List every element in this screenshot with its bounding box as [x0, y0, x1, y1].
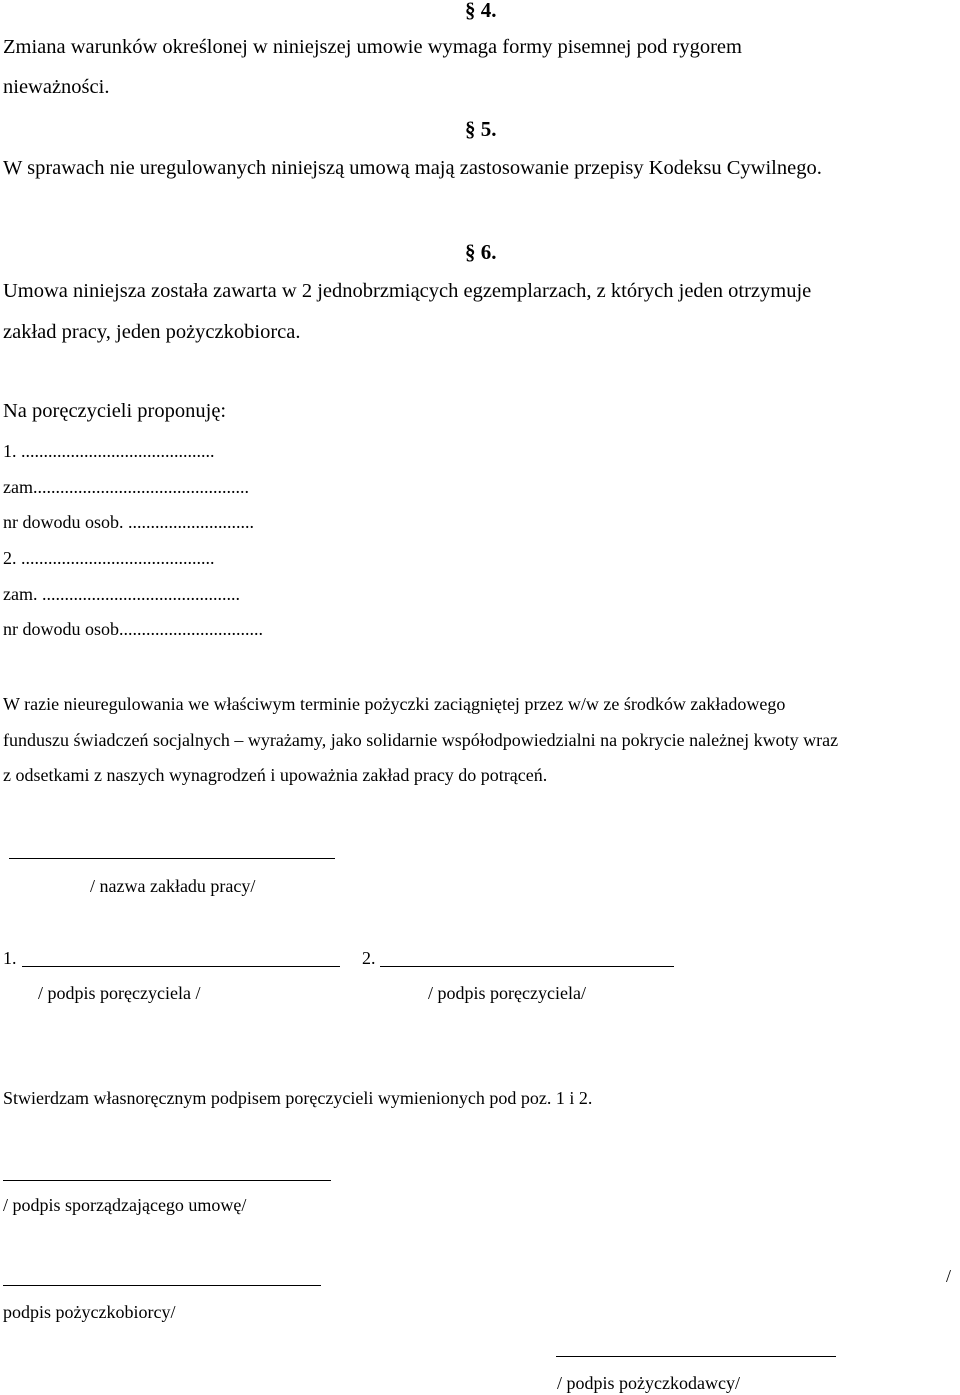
guarantor-2-address: zam. ............................................ [3, 584, 240, 604]
section-6-text-line-1: Umowa niniejsza została zawarta w 2 jednobrzmiących egzemplarzach, z których jeden otrzymuje [3, 280, 812, 302]
guarantor-1-name: 1. ........................................... [3, 441, 215, 461]
lender-signature-line [556, 1356, 836, 1357]
declaration-line-2: funduszu świadczeń socjalnych – wyrażamy, jako solidarnie współodpowiedzialni na pokrycie należnej kwoty wraz [3, 730, 839, 750]
lender-caption: / podpis pożyczkodawcy/ [557, 1373, 740, 1393]
employer-signature-line [9, 858, 335, 859]
guarantor-1-address: zam................................................ [3, 477, 249, 497]
guarantor-1-id: nr dowodu osob. ............................ [3, 512, 254, 532]
borrower-caption-slash: / [946, 1266, 952, 1286]
section-5-number: § 5. [465, 117, 497, 141]
declaration-line-3: z odsetkami z naszych wynagrodzeń i upoważnia zakład pracy do potrąceń. [3, 765, 548, 785]
preparer-signature-line [3, 1180, 331, 1181]
borrower-caption: podpis pożyczkobiorcy/ [3, 1302, 176, 1322]
guarantor-2-id: nr dowodu osob................................ [3, 619, 263, 639]
section-6-number: § 6. [465, 240, 497, 264]
declaration-line-1: W razie nieuregulowania we właściwym terminie pożyczki zaciągniętej przez w/w ze środków zakładowego [3, 694, 786, 714]
guarantor-2-name: 2. ........................................... [3, 548, 215, 568]
section-4-text-line-1: Zmiana warunków określonej w niniejszej umowie wymaga formy pisemnej pod rygorem [3, 36, 742, 58]
guarantor-2-signature-line [380, 966, 674, 967]
guarantors-heading: Na poręczycieli proponuję: [3, 400, 227, 422]
section-6-text-line-2: zakład pracy, jeden pożyczkobiorca. [3, 321, 301, 343]
section-5-text-line-1: W sprawach nie uregulowanych niniejszą umową mają zastosowanie przepisy Kodeksu Cywilnego. [3, 157, 822, 179]
guarantor-2-caption: / podpis poręczyciela/ [428, 983, 586, 1003]
section-4-number: § 4. [465, 0, 497, 22]
preparer-caption: / podpis sporządzającego umowę/ [3, 1195, 247, 1215]
section-4-text-line-2: nieważności. [3, 76, 110, 98]
guarantor-2-signature-number: 2. [362, 948, 376, 968]
guarantor-1-signature-number: 1. [3, 948, 17, 968]
guarantor-1-signature-line [22, 966, 340, 967]
guarantor-1-caption: / podpis poręczyciela / [38, 983, 201, 1003]
confirmation-text: Stwierdzam własnoręcznym podpisem poręczycieli wymienionych pod poz. 1 i 2. [3, 1088, 593, 1108]
employer-caption: / nazwa zakładu pracy/ [90, 876, 256, 896]
borrower-signature-line [3, 1285, 321, 1286]
